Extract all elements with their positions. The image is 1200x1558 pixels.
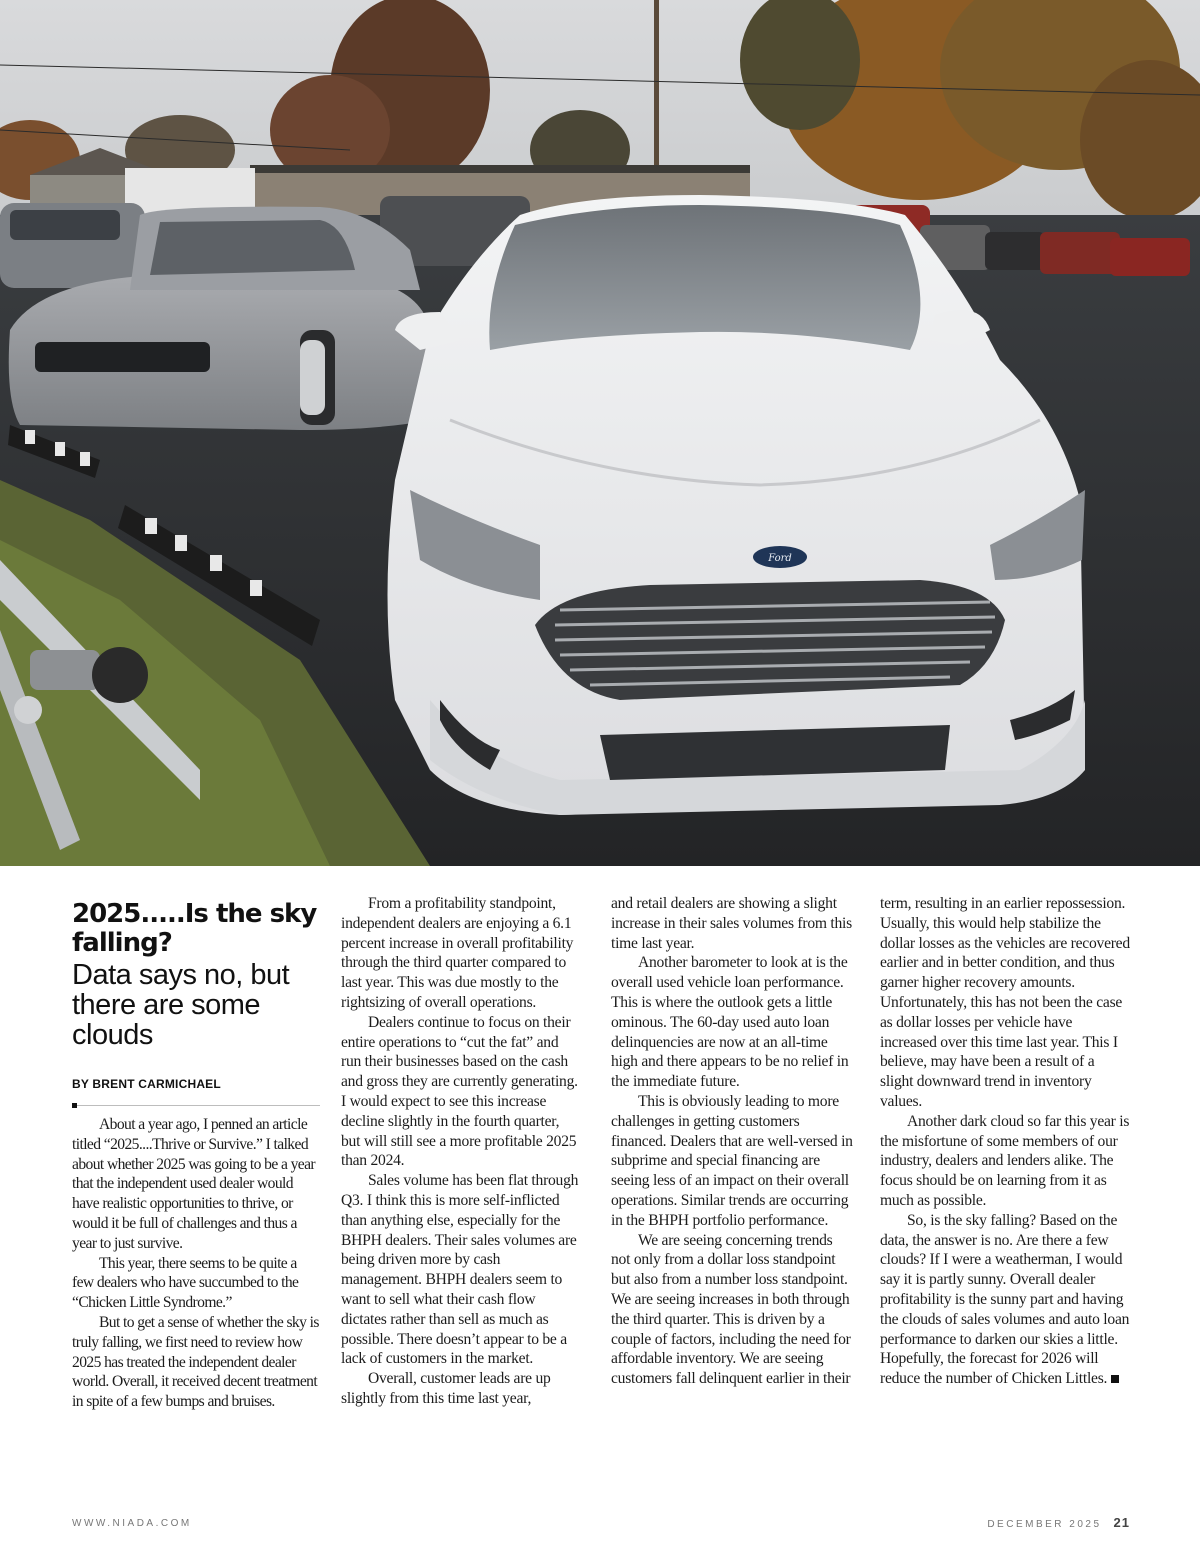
paragraph: [880, 1211, 1130, 1389]
paragraph: Another dark cloud so far this year is the misfortune of some members of our industry, dealers and lenders alike. The focus should be on learning from it as much as possible.: [880, 1112, 1130, 1209]
paragraph: This year, there seems to be quite a few dealers who have succumbed to the “Chicken Little Syndrome.”: [72, 1254, 299, 1312]
paragraph: We are seeing concerning trends not only from a dollar loss standpoint but also from a number loss standpoint. We are seeing increases in both through the third quarter. This is driven by a couple of factors, including the need for affordable inventory. We are seeing customers fall delinquent earlier in their: [611, 1231, 851, 1388]
column-1: [72, 1115, 320, 1412]
paragraph: Overall, customer leads are up slightly from this time last year,: [341, 1370, 551, 1407]
byline-divider: [72, 1105, 320, 1106]
column-4: [880, 894, 1130, 1389]
footer-issue: [987, 1515, 1130, 1530]
paragraph: term, resulting in an earlier repossession. Usually, this would help stabilize the dollar losses as the vehicles are recovered earlier and in better condition, and thus garner higher recovery amounts. Unfortunately, this has not been the case as dollar losses per vehicle have increased over this time last year. This I believe, may have been a result of a slight downward trend in inventory values.: [880, 895, 1130, 1110]
column-3: [611, 894, 854, 1389]
issue-date: DECEMBER 2025: [987, 1519, 1102, 1530]
article-headline: [72, 900, 322, 1050]
end-mark-icon: [1111, 1375, 1119, 1383]
column-2: [341, 894, 581, 1409]
paragraph: From a profitability standpoint, independent dealers are enjoying a 6.1 percent increase in overall profitability through the third quarter compared to last year. This was due mostly to the rightsizing of overall operations.: [341, 895, 574, 1011]
article-title: 2025.....Is the sky falling?: [72, 899, 317, 958]
article-subtitle: Data says no, but there are some clouds: [72, 959, 290, 1051]
footer-website: WWW.NIADA.COM: [72, 1518, 192, 1529]
paragraph: About a year ago, I penned an article titled “2025....Thrive or Survive.” I talked about whether 2025 was going to be a year that the independent used dealer would have realistic opportunities to thrive, or would it be full of challenges and thus a year to just survive.: [72, 1116, 316, 1252]
paragraph: Another barometer to look at is the overall used vehicle loan performance. This is where the outlook gets a little ominous. The 60-day used auto loan delinquencies are now at an all-time high and there appears to be no relief in the immediate future.: [611, 954, 849, 1091]
paragraph: This is obviously leading to more challenges in getting customers financed. Dealers that are well-versed in subprime and special financing are seeing less of an impact on their overall operations. Similar trends are occurring in the BHPH portfolio performance.: [611, 1092, 853, 1229]
paragraph: Sales volume has been flat through Q3. I think this is more self-inflicted than anything else, especially for the BHPH dealers. Their sales volumes are being driven more by cash management. BHPH dealers seem to want to sell what their cash flow dictates rather than sell as much as possible. There doesn’t appear to be a lack of customers in the market.: [341, 1172, 579, 1368]
divider-square-icon: [72, 1103, 77, 1108]
paragraph-text: So, is the sky falling? Based on the data, the answer is no. Are there a few clouds? If I were a weatherman, I would say it is partly sunny. Overall dealer profitability is the sunny part and having the clouds of sales volumes and auto loan performance to darken our skies a little. Hopefully, the forecast for 2026 will reduce the number of Chicken Littles.: [880, 1211, 1130, 1388]
svg-text:Ford: Ford: [768, 553, 792, 564]
byline: BY BRENT CARMICHAEL: [72, 1077, 221, 1091]
paragraph: Dealers continue to focus on their entire operations to “cut the fat” and run their businesses based on the cash and gross they are currently generating. I would expect to see this increase decline slightly in the fourth quarter, but will still see a more profitable 2025 than 2024.: [341, 1013, 578, 1170]
paragraph: and retail dealers are showing a slight increase in their sales volumes from this time last year.: [611, 895, 852, 952]
page-number: 21: [1113, 1515, 1130, 1530]
paragraph: But to get a sense of whether the sky is truly falling, we first need to review how 2025 has treated the independent dealer world. Overall, it received decent treatment in spite of a few bumps and bruises.: [72, 1313, 319, 1411]
